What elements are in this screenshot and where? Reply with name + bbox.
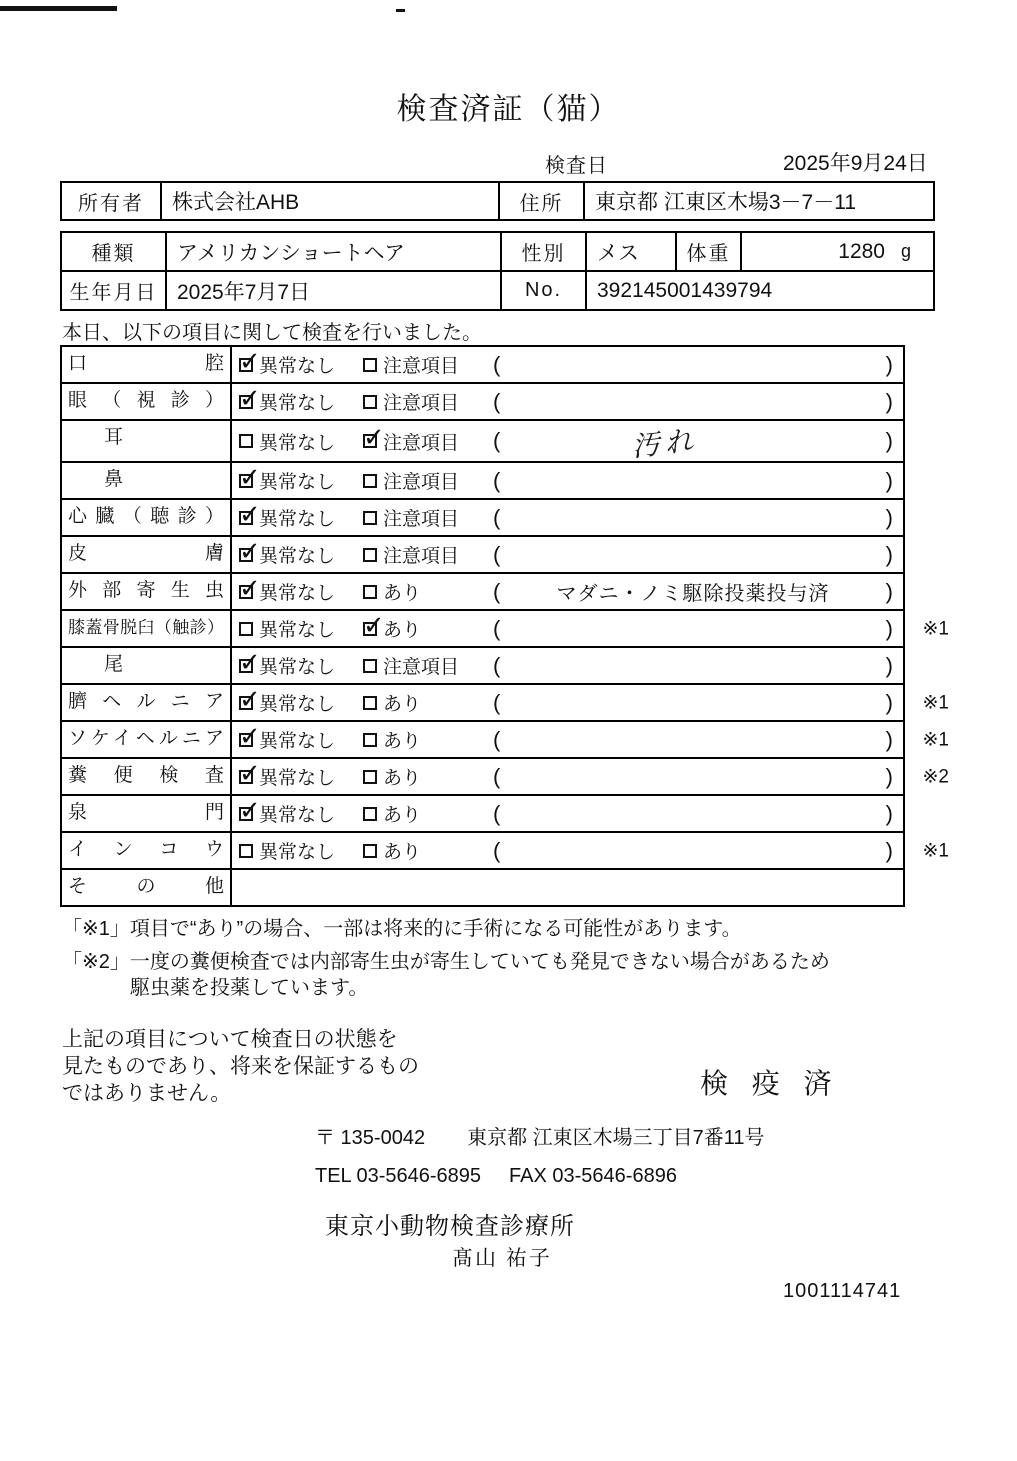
checked-checkbox-icon: [239, 474, 253, 488]
close-paren: ): [885, 615, 893, 641]
unchecked-checkbox-icon: [363, 844, 377, 858]
exam-item-label: 泉門: [62, 796, 232, 831]
exam-option-normal-label: 異常なし: [259, 620, 336, 641]
address-label: 住所: [500, 183, 585, 219]
breed-value: アメリカンショートヘア: [167, 233, 502, 270]
disclaimer-line-1: 上記の項目について検査日の状態を: [62, 1028, 398, 1051]
exam-option-normal: [232, 578, 363, 605]
clinic-address: 東京都 江東区木場三丁目7番11号: [467, 1127, 765, 1149]
microchip-no-value: 392145001439794: [597, 278, 773, 302]
pet-info-table: [60, 231, 935, 311]
exam-note-text: マダニ・ノミ駆除投薬投与済: [556, 583, 830, 605]
pet-info-row-1: [62, 233, 933, 272]
exam-item-label: インコウ: [62, 833, 232, 868]
open-paren: (: [493, 689, 501, 715]
checked-checkbox-icon: [239, 585, 253, 599]
breed-label: 種類: [62, 233, 167, 270]
exam-row: [62, 685, 949, 722]
checked-checkbox-icon: [239, 659, 253, 673]
exam-note-area: [491, 648, 903, 683]
exam-option-normal-label: 異常なし: [259, 842, 336, 863]
exam-item-label: その他: [62, 870, 232, 905]
disclaimer-line-3: ではありません。: [62, 1082, 232, 1105]
open-paren: (: [493, 615, 501, 641]
exam-option-normal: [232, 541, 363, 568]
birthdate-label: 生年月日: [62, 272, 167, 309]
exam-row: [62, 463, 903, 500]
exam-row: [62, 648, 903, 685]
document-serial-number: 1001114741: [783, 1280, 902, 1302]
exam-option-flag-label: 注意項目: [383, 432, 460, 454]
sex-value: メス: [587, 233, 677, 270]
exam-item-label: 耳: [62, 421, 232, 461]
exam-option-flag-label: あり: [383, 620, 422, 641]
sex-label: 性別: [502, 233, 587, 270]
open-paren: (: [493, 652, 501, 678]
exam-item-label: 臍ヘルニア: [62, 685, 232, 720]
open-paren: (: [493, 428, 501, 453]
exam-option-normal: [232, 652, 363, 679]
exam-option-flag: [363, 388, 491, 415]
scan-artifact-line: [0, 6, 117, 11]
exam-note-area: [491, 537, 903, 572]
unchecked-checkbox-icon: [363, 511, 377, 525]
unchecked-checkbox-icon: [363, 585, 377, 599]
exam-option-flag-label: あり: [383, 805, 422, 826]
exam-item-label: ソケイヘルニア: [62, 722, 232, 757]
birthdate-value: 2025年7月7日: [167, 272, 502, 309]
exam-item-label: 外部寄生虫: [62, 574, 232, 609]
exam-option-flag-label: 注意項目: [383, 472, 460, 493]
close-paren: ): [885, 800, 893, 826]
exam-option-normal: [232, 763, 363, 790]
close-paren: ): [885, 763, 893, 789]
exam-item-label: 口腔: [62, 347, 232, 382]
exam-row: [62, 537, 903, 574]
exam-option-normal-label: 異常なし: [259, 472, 336, 493]
exam-option-flag: [363, 504, 491, 531]
unchecked-checkbox-icon: [363, 696, 377, 710]
open-paren: (: [493, 541, 501, 567]
exam-option-normal-label: 異常なし: [259, 509, 336, 530]
open-paren: (: [493, 351, 501, 377]
clinic-contact-line: [315, 1165, 677, 1188]
exam-row: [62, 722, 949, 759]
close-paren: ): [885, 689, 893, 715]
address-value: 東京都 江東区木場3－7－11: [595, 191, 856, 214]
owner-info-row: [62, 183, 933, 219]
close-paren: ): [885, 837, 893, 863]
exam-option-flag: [363, 689, 491, 716]
checked-checkbox-icon: [239, 395, 253, 409]
exam-row: [62, 870, 903, 905]
exam-note-area: [491, 611, 903, 646]
exam-option-flag-label: 注意項目: [383, 509, 460, 530]
exam-option-normal: [232, 726, 363, 753]
checked-checkbox-icon: [239, 733, 253, 747]
close-paren: ): [885, 351, 893, 377]
exam-row: [62, 833, 949, 870]
open-paren: (: [493, 726, 501, 752]
unchecked-checkbox-icon: [363, 770, 377, 784]
disclaimer-text: [62, 1026, 419, 1107]
exam-row: [62, 347, 903, 384]
exam-note-area: [491, 685, 903, 720]
weight-value: 1280: [838, 239, 885, 263]
exam-item-label: 尾: [62, 648, 232, 683]
close-paren: ): [885, 726, 893, 752]
exam-option-flag: [363, 763, 491, 790]
exam-option-flag-label: あり: [383, 694, 422, 715]
checked-checkbox-icon: [239, 511, 253, 525]
exam-item-label: 心臓（聴診）: [62, 500, 232, 535]
footnote-ref: ※1: [922, 840, 949, 861]
checked-checkbox-icon: [239, 807, 253, 821]
exam-option-flag-label: 注意項目: [383, 657, 460, 678]
unchecked-checkbox-icon: [239, 622, 253, 636]
exam-note-area: [491, 796, 903, 831]
exam-option-normal-label: 異常なし: [259, 805, 336, 826]
exam-option-normal-label: 異常なし: [259, 393, 336, 414]
exam-option-flag: [363, 467, 491, 494]
exam-option-flag: [363, 541, 491, 568]
exam-option-normal: [232, 428, 363, 455]
footnote-ref: ※1: [922, 692, 949, 713]
open-paren: (: [493, 837, 501, 863]
checked-checkbox-icon: [239, 358, 253, 372]
exam-option-normal: [232, 689, 363, 716]
unchecked-checkbox-icon: [363, 395, 377, 409]
exam-option-flag-label: 注意項目: [383, 356, 460, 377]
microchip-no-label: No.: [502, 272, 587, 309]
exam-option-normal-label: 異常なし: [259, 768, 336, 789]
owner-value: 株式会社AHB: [162, 183, 500, 219]
checked-checkbox-icon: [239, 548, 253, 562]
exam-option-flag: [363, 652, 491, 679]
unchecked-checkbox-icon: [363, 474, 377, 488]
exam-option-normal: [232, 504, 363, 531]
close-paren: ): [885, 467, 893, 493]
exam-option-flag-label: 注意項目: [383, 393, 460, 414]
page-title: 検査済証（猫）: [396, 93, 621, 126]
owner-label: 所有者: [62, 183, 162, 219]
exam-option-flag-label: あり: [383, 731, 422, 752]
exam-option-flag: [363, 837, 491, 864]
weight-unit: g: [900, 241, 911, 261]
exam-item-label: 眼（視診）: [62, 384, 232, 419]
footnote-2-continued: 駆虫薬を投薬しています。: [130, 977, 369, 999]
exam-note-area: [491, 347, 903, 382]
owner-info-table: [60, 181, 935, 221]
clinic-postal-code: 〒 135-0042: [315, 1127, 426, 1149]
clinic-fax: FAX 03-5646-6896: [509, 1165, 677, 1187]
open-paren: (: [493, 504, 501, 530]
checked-checkbox-icon: [239, 696, 253, 710]
exam-option-normal: [232, 388, 363, 415]
exam-note-area: [491, 759, 903, 794]
exam-option-normal-label: 異常なし: [259, 356, 336, 377]
open-paren: (: [493, 578, 501, 604]
exam-row: [62, 421, 903, 463]
open-paren: (: [493, 388, 501, 414]
unchecked-checkbox-icon: [363, 733, 377, 747]
close-paren: ): [885, 652, 893, 678]
unchecked-checkbox-icon: [239, 844, 253, 858]
exam-note-area: [491, 421, 903, 461]
footnote-ref: ※1: [922, 618, 949, 639]
unchecked-checkbox-icon: [363, 807, 377, 821]
exam-option-normal-label: 異常なし: [259, 546, 336, 567]
clinic-tel: TEL 03-5646-6895: [315, 1165, 482, 1187]
clinic-name: 東京小動物検査診療所: [325, 1213, 575, 1240]
exam-option-flag: [363, 615, 491, 642]
close-paren: ): [885, 428, 893, 453]
open-paren: (: [493, 800, 501, 826]
exam-note-area: [491, 574, 903, 609]
exam-option-normal-label: 異常なし: [259, 432, 336, 454]
inspection-date-value: 2025年9月24日: [783, 152, 928, 175]
footnote-ref: ※1: [922, 729, 949, 750]
exam-option-flag: [363, 351, 491, 378]
exam-note-area: [491, 463, 903, 498]
exam-option-flag: [363, 726, 491, 753]
exam-note-area: [491, 833, 903, 868]
exam-option-flag-label: あり: [383, 583, 422, 604]
exam-item-label: 糞便検査: [62, 759, 232, 794]
exam-option-flag-label: 注意項目: [383, 546, 460, 567]
exam-table: [60, 345, 949, 907]
checked-checkbox-icon: [239, 770, 253, 784]
exam-option-normal-label: 異常なし: [259, 583, 336, 604]
exam-option-flag: [363, 800, 491, 827]
exam-option-flag-label: あり: [383, 768, 422, 789]
exam-row: [62, 574, 903, 611]
inspection-date-label: 検査日: [545, 155, 608, 177]
checked-checkbox-icon: [363, 434, 377, 448]
footnote-2: 「※2」一度の糞便検査では内部寄生虫が寄生していても発見できない場合があるため: [62, 951, 830, 973]
exam-item-label: 皮膚: [62, 537, 232, 572]
quarantine-stamp: 検 疫 済: [700, 1068, 840, 1099]
close-paren: ): [885, 578, 893, 604]
exam-note-area: [491, 500, 903, 535]
exam-option-normal: [232, 467, 363, 494]
checked-checkbox-icon: [363, 622, 377, 636]
open-paren: (: [493, 763, 501, 789]
unchecked-checkbox-icon: [363, 659, 377, 673]
exam-item-label: 鼻: [62, 463, 232, 498]
exam-item-label: 膝蓋骨脱臼（触診）: [62, 611, 232, 646]
footnote-ref: ※2: [922, 766, 949, 787]
footnote-1: 「※1」項目で“あり”の場合、一部は将来的に手術になる可能性があります。: [62, 918, 742, 940]
exam-option-normal: [232, 800, 363, 827]
close-paren: ): [885, 504, 893, 530]
scan-artifact-dot: [396, 9, 405, 12]
exam-note-area: [491, 722, 903, 757]
exam-option-normal: [232, 351, 363, 378]
exam-row: [62, 759, 949, 796]
handwritten-note-text: 汚れ: [630, 424, 700, 463]
close-paren: ): [885, 388, 893, 414]
disclaimer-line-2: 見たものであり、将来を保証するもの: [62, 1055, 419, 1078]
exam-option-normal-label: 異常なし: [259, 731, 336, 752]
clinic-address-line: [315, 1121, 765, 1150]
unchecked-checkbox-icon: [239, 434, 253, 448]
close-paren: ): [885, 541, 893, 567]
open-paren: (: [493, 467, 501, 493]
pet-info-row-2: [62, 272, 933, 309]
exam-row: [62, 611, 949, 648]
weight-cell: [742, 233, 933, 270]
intro-text: 本日、以下の項目に関して検査を行いました。: [62, 322, 482, 344]
exam-option-normal-label: 異常なし: [259, 694, 336, 715]
unchecked-checkbox-icon: [363, 548, 377, 562]
exam-row: [62, 500, 903, 537]
exam-row: [62, 796, 903, 833]
exam-option-flag: [363, 578, 491, 605]
exam-option-normal: [232, 615, 363, 642]
exam-option-flag-label: あり: [383, 842, 422, 863]
weight-label: 体重: [677, 233, 742, 270]
exam-option-normal: [232, 837, 363, 864]
exam-option-normal-label: 異常なし: [259, 657, 336, 678]
unchecked-checkbox-icon: [363, 358, 377, 372]
veterinarian-name: 髙山 祐子: [452, 1247, 552, 1270]
